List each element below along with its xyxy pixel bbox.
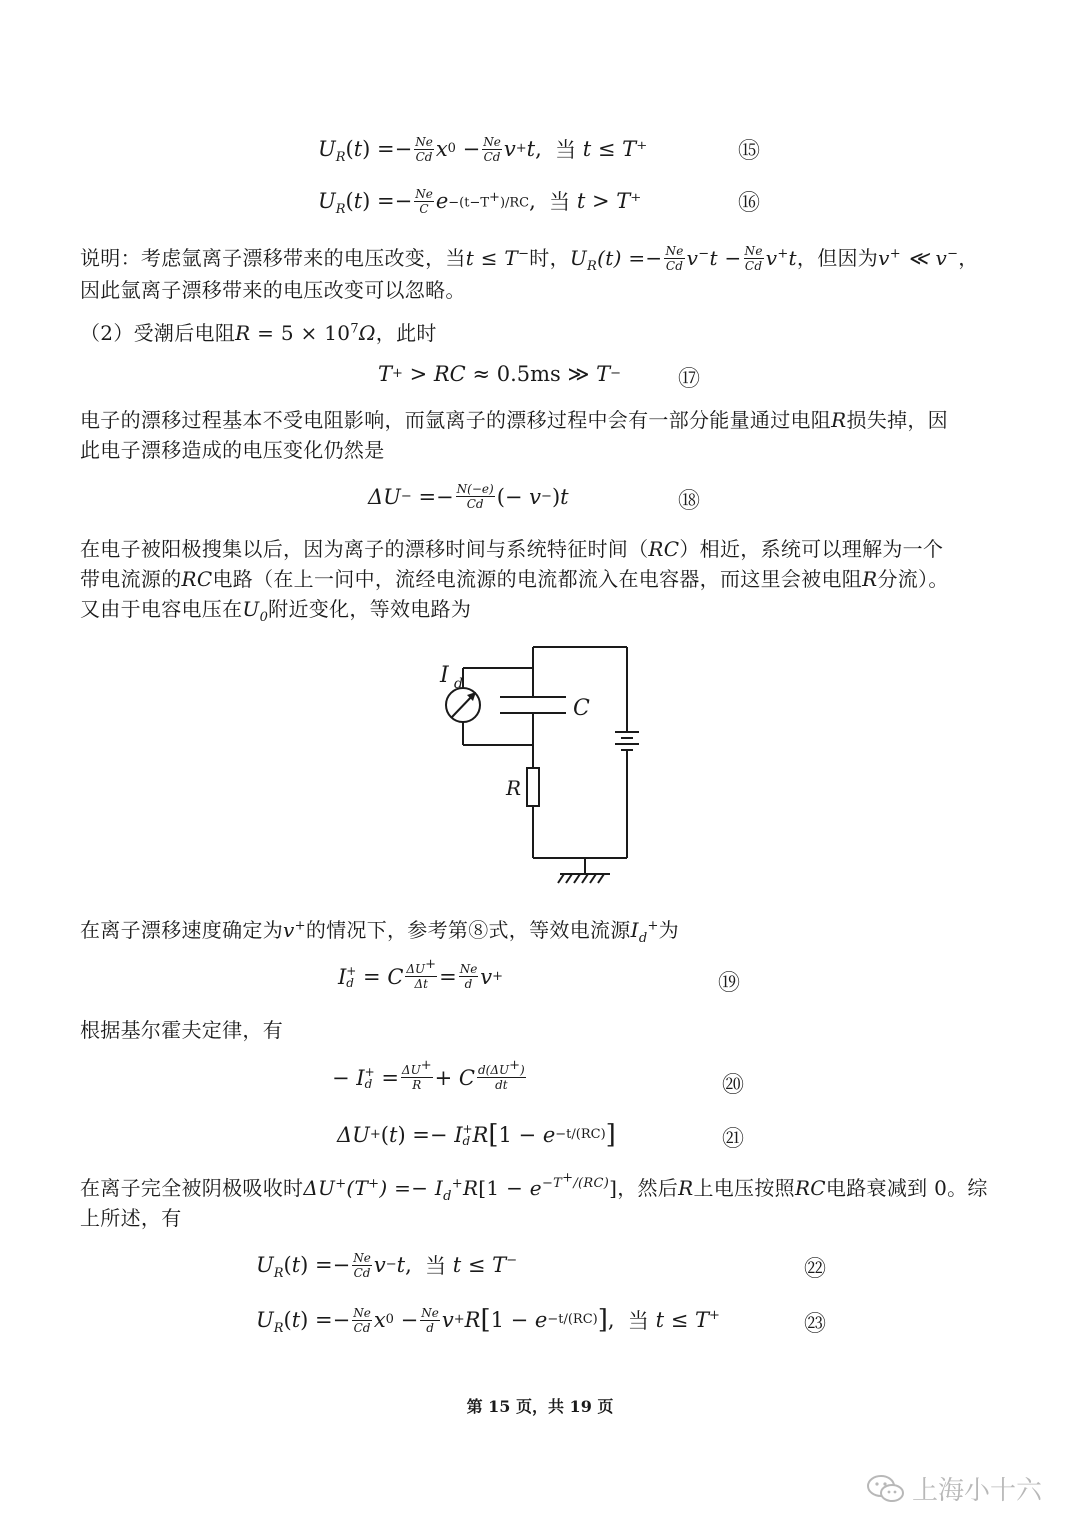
part2-prefix: （2）受潮后电阻: [80, 321, 236, 345]
eq22-cond-text: 当: [425, 1254, 447, 1278]
eq-label-22: ㉒: [804, 1257, 827, 1282]
eq16-condition: t > T⁺: [576, 189, 642, 213]
p7-line-2: 上所述，有: [80, 1206, 182, 1230]
note-tail: ，但因为: [796, 246, 879, 270]
page-footer: 第 15 页，共 19 页: [466, 1397, 614, 1416]
p7-d: 电路衰减到 0。综: [825, 1176, 988, 1200]
equation-23: $U_R$ ( t ) =− $\frac{Ne}{Cd}$ x 0 − $\frac{Ne}{d}$ v + R [ 1 − e −t/(RC) ] , 当 t ≤ T+: [256, 1305, 720, 1337]
eq-label-16: ⑯: [738, 191, 761, 216]
p4-line3-a: 又由于电容电压在: [80, 597, 243, 621]
p4-line2-a: 带电流源的: [80, 567, 182, 591]
label-current-sub: d: [454, 676, 463, 692]
equation-18: ΔU − =− $\frac{N(-e)}{Cd}$ (− v − ) t: [368, 482, 569, 511]
eq-label-17: ⑰: [678, 367, 701, 392]
eq16-cond-text: 当: [549, 190, 571, 214]
note-line-2: 因此氩离子漂移带来的电压改变可以忽略。: [80, 278, 466, 302]
part2-line: （2）受潮后电阻 R = $5 \times 10^7$ Ω ，此时: [80, 318, 437, 348]
p4-line-2: 带电流源的 RC 电路（在上一问中，流经电流源的电流都流入在电容器，而这里会被电阻 R 分流）。: [80, 564, 949, 594]
equivalent-circuit-diagram: [430, 640, 670, 890]
watermark-text: 上海小十六: [912, 1476, 1043, 1506]
equation-21: ΔU + ( t ) =− I + d R [ 1 − e −t/(RC) ]: [337, 1120, 616, 1150]
equation-22: $U_R$ ( t ) =− $\frac{Ne}{Cd}$ v − t , 当 t ≤ T−: [256, 1250, 518, 1282]
p3-line-1: 电子的漂移过程基本不受电阻影响，而氩离子的漂移过程中会有一部分能量通过电阻 R 损失掉，因: [80, 405, 948, 435]
p7-b: ，然后: [617, 1176, 679, 1200]
equation-19: I + d = C $\frac{\Delta U^+}{\Delta t}$ = $\frac{Ne}{d}$ v +: [338, 957, 504, 991]
p5-line: 在离子漂移速度确定为 v+ 的情况下，参考第⑧式，等效电流源 $I_d^+$ 为: [80, 915, 679, 945]
eq23-cond-text: 当: [627, 1309, 649, 1333]
p4-line1-text: 在电子被阳极搜集以后，因为离子的漂移时间与系统特征时间（: [80, 537, 649, 561]
p7-line-1: 在离子完全被阴极吸收时 $\Delta U^+(T^+) =- I_d^+R$ [1 − $e^{-T^+/(RC)}$ ] ，然后 R 上电压按照 RC 电路衰减到 0。综: [80, 1171, 988, 1204]
p4-line-3: 又由于电容电压在 $U_0$ 附近变化，等效电路为: [80, 594, 471, 624]
eq-label-18: ⑱: [678, 489, 701, 514]
p5-a: 在离子漂移速度确定为: [80, 918, 283, 942]
eq-label-20: ⑳: [722, 1073, 745, 1098]
watermark: [866, 1470, 1042, 1507]
eq-label-23: ㉓: [804, 1312, 827, 1337]
p3-line1-tail: 损失掉，因: [846, 408, 948, 432]
note-prefix: 说明：考虑氩离子漂移带来的电压改变，当: [80, 246, 466, 270]
p7-c: 上电压按照: [693, 1176, 795, 1200]
resistor-body: [527, 768, 539, 806]
p4-line2-b: 电路（在上一问中，流经电流源的电流都流入在电容器，而这里会被电阻: [212, 567, 863, 591]
eq-label-19: ⑲: [718, 971, 741, 996]
equation-20: − I + d = $\frac{\Delta U^+}{R}$ + C $\frac{d(\Delta U^+)}{dt}$: [332, 1058, 525, 1092]
p5-b: 的情况下，参考第⑧式，等效电流源: [305, 918, 631, 942]
equation-15: $U_R$ ( t ) =− $\frac{Ne}{Cd}$ x 0 − $\frac{Ne}{Cd}$ v + t , 当 t ≤ T⁺: [318, 134, 648, 166]
note-line-1: 说明：考虑氩离子漂移带来的电压改变，当 t ≤ T− 时， $U_R(t)$ =− $\frac{Ne}{Cd}$ v−t − $\frac{Ne}{Cd}$ v+t ，但因为 v+ ≪ v− ，: [80, 243, 979, 274]
p4-line2-c: 分流）。: [877, 567, 949, 591]
equation-17: T + > RC ≈ 0.5ms ≫ T −: [378, 362, 622, 386]
eq-label-21: ㉑: [722, 1127, 745, 1152]
p7-a: 在离子完全被阴极吸收时: [80, 1176, 304, 1200]
label-current-source: I: [440, 663, 449, 688]
eq-label-15: ⑮: [738, 139, 761, 164]
label-capacitor: C: [573, 696, 590, 721]
label-resistor: R: [506, 776, 522, 800]
note-mid: 时，: [529, 246, 570, 270]
eq15-condition: t ≤ T⁺: [582, 137, 648, 161]
eq15-cond-text: 当: [555, 138, 577, 162]
equation-16: $U_R$ ( t ) =− $\frac{Ne}{C}$ e −(t−T+)/RC , 当 t > T⁺: [318, 186, 642, 218]
p3-line-2: 此电子漂移造成的电压变化仍然是: [80, 438, 385, 462]
part2-tail: ，此时: [375, 321, 437, 345]
p3-line1-text: 电子的漂移过程基本不受电阻影响，而氩离子的漂移过程中会有一部分能量通过电阻: [80, 408, 832, 432]
wechat-icon: [866, 1473, 906, 1505]
p5-c: 为: [658, 918, 679, 942]
p4-line-1: 在电子被阳极搜集以后，因为离子的漂移时间与系统特征时间（ RC ）相近，系统可以理解为一个: [80, 534, 943, 564]
p4-line1-tail: ）相近，系统可以理解为一个: [679, 537, 944, 561]
p4-line3-b: 附近变化，等效电路为: [268, 597, 472, 621]
p6-line: 根据基尔霍夫定律，有: [80, 1018, 283, 1042]
